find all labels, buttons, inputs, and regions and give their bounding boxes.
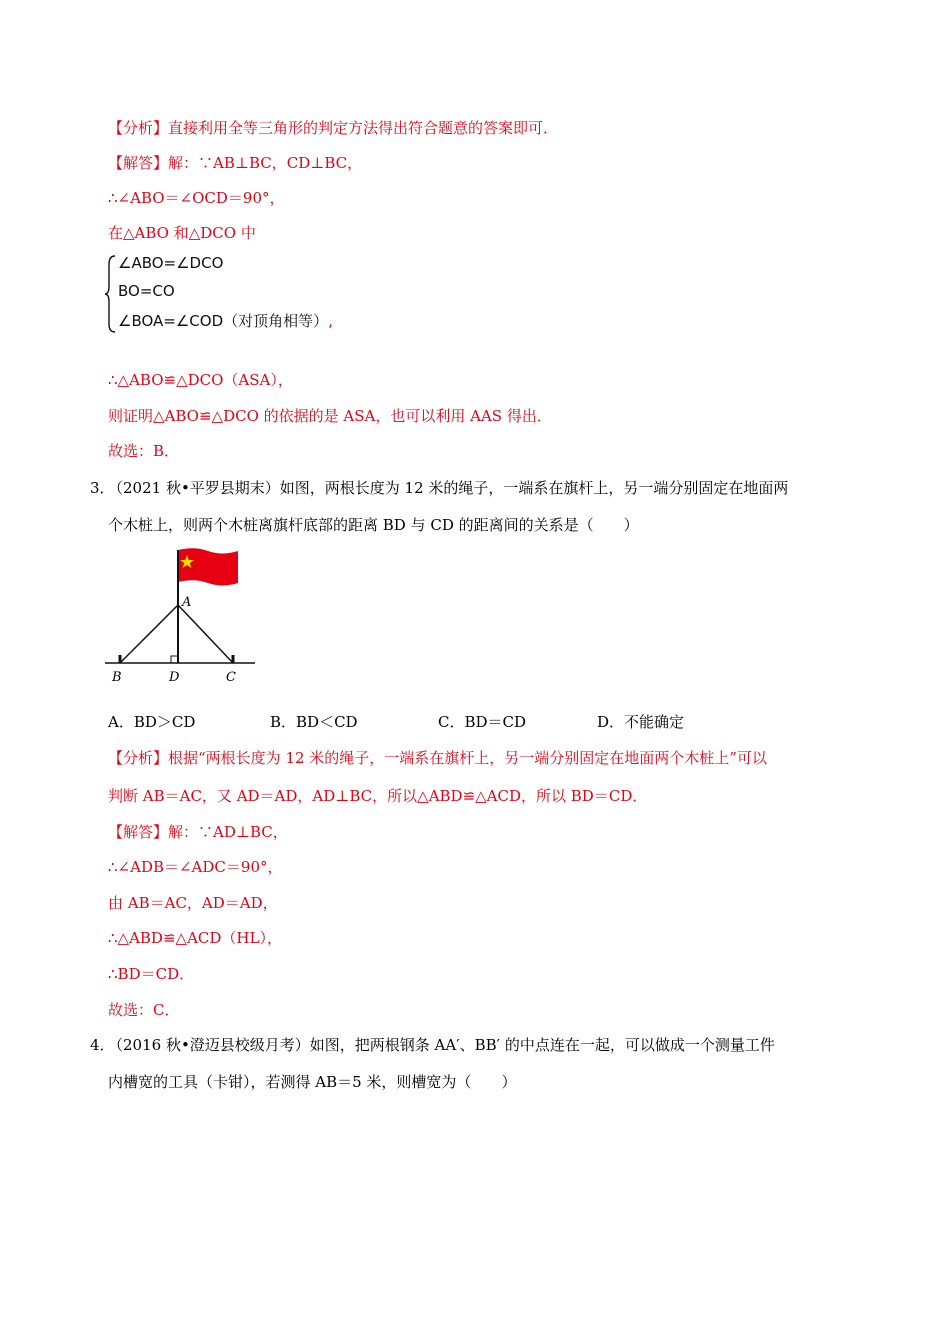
q4-stem-line2: 内槽宽的工具（卡钳），若测得 AB＝5 米，则槽宽为（ ）	[108, 1073, 517, 1091]
equation-system	[104, 254, 364, 334]
q3-analysis-line1: 【分析】根据“两根长度为 12 米的绳子，一端系在旗杆上，另一端分别固定在地面两个木桩上”可以	[108, 749, 767, 767]
label-b: B	[112, 670, 122, 685]
system-line-2: BO=CO	[118, 282, 175, 300]
flag-icon	[178, 548, 238, 585]
rope-ab	[120, 605, 178, 663]
q3-choice: 故选：C．	[108, 1001, 180, 1019]
q3-step1: ∴∠ADB＝∠ADC＝90°，	[108, 858, 283, 876]
q2-step1: ∴∠ABO＝∠OCD＝90°，	[108, 189, 285, 207]
right-angle-mark	[171, 656, 178, 663]
label-d: D	[169, 670, 180, 685]
option-a[interactable]: A．BD＞CD	[108, 713, 196, 731]
system-line-1: ∠ABO=∠DCO	[118, 254, 224, 272]
q3-step3: ∴△ABD≌△ACD（HL），	[108, 929, 282, 947]
option-c[interactable]: C．BD＝CD	[438, 713, 527, 731]
flagpole-figure	[100, 545, 270, 685]
left-brace-icon	[104, 254, 118, 334]
label-a: A	[182, 595, 192, 610]
q3-answer-head: 【解答】解：∵AD⊥BC，	[108, 823, 288, 841]
q4-stem-line1: （2016 秋•澄迈县校级月考）如图，把两根钢条 AA′、BB′ 的中点连在一起，可以做成一个测量工件	[108, 1036, 775, 1054]
q3-number: 3．	[90, 479, 115, 497]
label-c: C	[226, 670, 236, 685]
q2-step2: 在△ABO 和△DCO 中	[108, 224, 256, 242]
q2-answer-head: 【解答】解：∵AB⊥BC，CD⊥BC，	[108, 154, 363, 172]
q3-step4: ∴BD＝CD．	[108, 965, 195, 983]
q4-number: 4．	[90, 1036, 115, 1054]
q2-step3: ∴△ABO≌△DCO（ASA），	[108, 371, 293, 389]
q3-stem-line1: （2021 秋•平罗县期末）如图，两根长度为 12 米的绳子，一端系在旗杆上，另一端分别固定在地面两	[108, 479, 789, 497]
q2-step4: 则证明△ABO≌△DCO 的依据的是 ASA，也可以利用 AAS 得出．	[108, 407, 552, 425]
option-b[interactable]: B．BD＜CD	[270, 713, 358, 731]
q3-stem-line2: 个木桩上，则两个木桩离旗杆底部的距离 BD 与 CD 的距离间的关系是（ ）	[108, 516, 639, 534]
stake-c	[232, 655, 235, 663]
q3-step2: 由 AB＝AC，AD＝AD，	[108, 894, 278, 912]
stake-b	[119, 655, 122, 663]
system-line-3: ∠BOA=∠COD（对顶角相等）,	[118, 312, 333, 330]
q3-analysis-line2: 判断 AB＝AC，又 AD＝AD，AD⊥BC，所以△ABD≌△ACD，所以 BD＝CD．	[108, 787, 648, 805]
q2-analysis: 【分析】直接利用全等三角形的判定方法得出符合题意的答案即可．	[108, 119, 559, 137]
rope-ac	[178, 605, 233, 663]
option-d[interactable]: D．不能确定	[597, 713, 685, 731]
q2-choice: 故选：B．	[108, 442, 180, 460]
